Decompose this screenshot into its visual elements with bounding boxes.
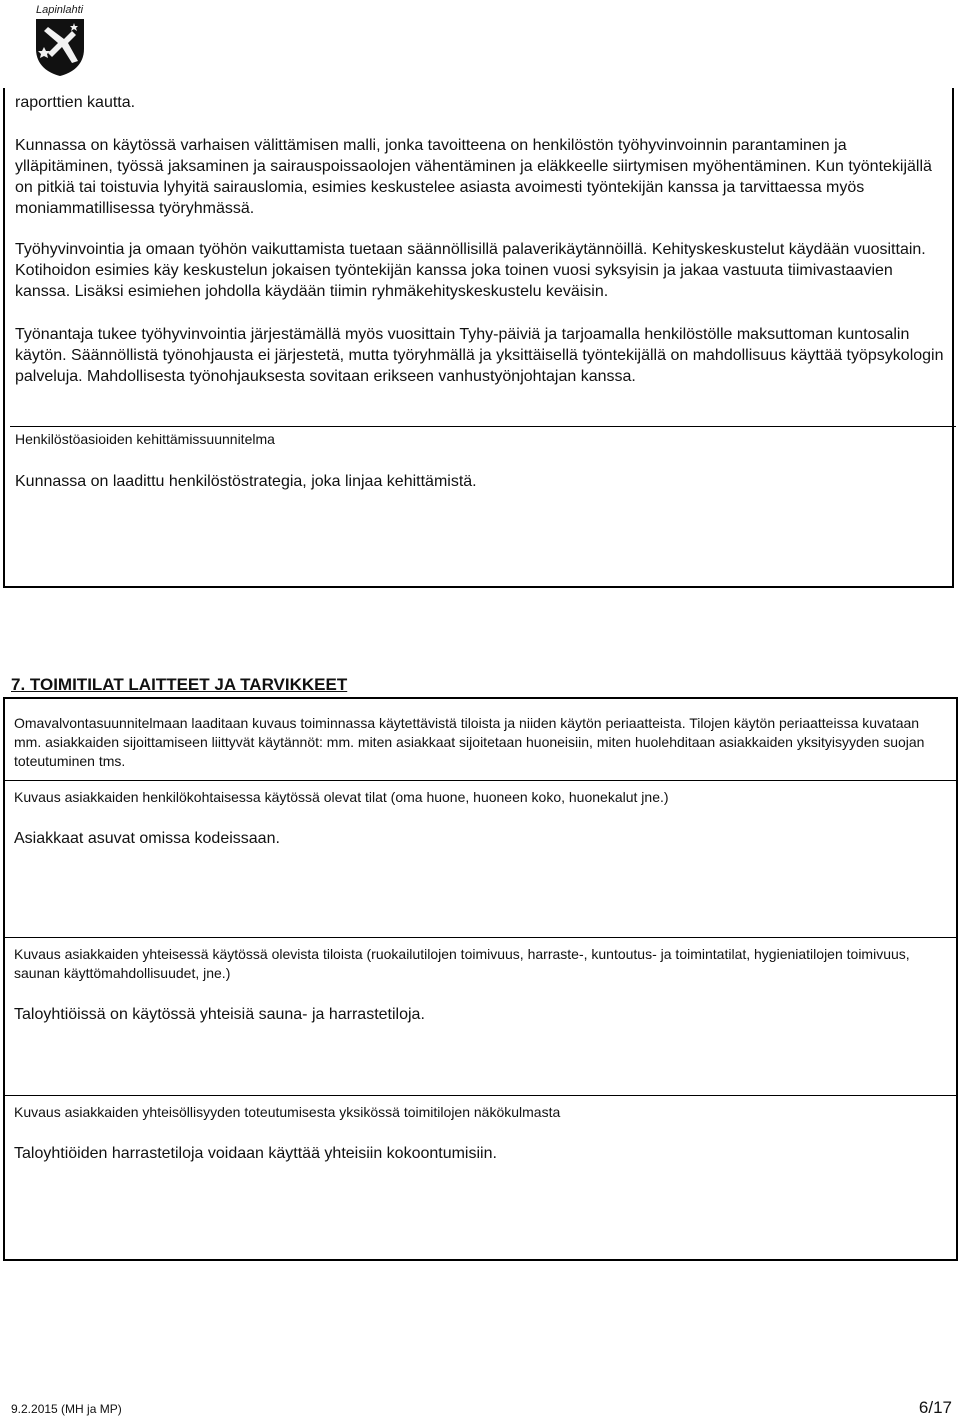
divider [5,1095,956,1096]
staff-wellbeing-box [3,88,954,588]
footer-date: 9.2.2015 (MH ja MP) [11,1402,122,1416]
answer-shared-rooms: Taloyhtiöissä on käytössä yhteisiä sauna- ja harrastetiloja. [14,1006,425,1023]
question-shared-rooms: Kuvaus asiakkaiden yhteisessä käytössä olevista tiloista (ruokailutilojen toimivuus, harraste-, kuntoutus- ja toimintatilat, hygieniatilojen toimivuus, saunan käyttömahdollisuudet, jne.) [14,946,910,981]
coat-of-arms-icon [34,17,86,77]
paragraph-2: Kunnassa on käytössä varhaisen välittämisen malli, jonka tavoitteena on henkilöstön työhyvinvoinnin parantaminen ja ylläpitäminen, työssä jaksaminen ja sairauspoissaolojen vähentäminen ja eläkkeelle siirtymisen myöhentäminen. Kun työntekijällä on pitkiä tai toistuvia lyhyitä sairauslomia, esimies keskustelee asiasta avoimesti työntekijän kanssa ja tarvittaessa myös moniammatillisessa työryhmässä. [15,137,932,217]
page-number: 6/17 [918,1398,952,1417]
logo-text: Lapinlahti [36,4,84,16]
answer-community: Taloyhtiöiden harrastetiloja voidaan käyttää yhteisiin kokoontumisiin. [14,1145,497,1162]
facilities-box [3,697,958,1261]
question-community: Kuvaus asiakkaiden yhteisöllisyyden toteutumisesta yksikössä toimitilojen näkökulmasta [14,1104,561,1120]
paragraph-1: raporttien kautta. [15,94,136,111]
development-plan-label: Henkilöstöasioiden kehittämissuunnitelma [15,431,275,447]
divider [10,426,956,427]
divider [5,937,956,938]
paragraph-4: Työnantaja tukee työhyvinvointia järjestämällä myös vuosittain Tyhy-päiviä ja tarjoamalla henkilöstölle maksuttoman kuntosalin käytön. Säännöllistä työnohjausta ei järjestetä, mutta työryhmällä ja yksittäisellä työntekijällä on mahdollisuus käyttää työpsykologin palveluja. Mahdollisesta työnohjauksesta sovitaan erikseen vanhustyönjohtajan kanssa. [15,326,944,385]
section-title: 7. TOIMITILAT LAITTEET JA TARVIKKEET [11,675,348,694]
section-intro: Omavalvontasuunnitelmaan laaditaan kuvaus toiminnassa käytettävistä tiloista ja niiden käytön periaatteista. Tilojen käytön periaatteissa kuvataan mm. asiakkaiden sijoittamiseen liittyvät käytännöt: mm. miten asiakkaat sijoitetaan huoneisiin, miten huolehditaan asiakkaiden yksityisyyden suojan toteutuminen tms. [14,715,925,769]
development-plan-answer: Kunnassa on laadittu henkilöstöstrategia, joka linjaa kehittämistä. [15,473,477,490]
divider [5,780,956,781]
question-personal-rooms: Kuvaus asiakkaiden henkilökohtaisessa käytössä olevat tilat (oma huone, huoneen koko, huonekalut jne.) [14,789,669,805]
answer-personal-rooms: Asiakkaat asuvat omissa kodeissaan. [14,830,280,847]
municipality-logo [30,2,90,78]
paragraph-3: Työhyvinvointia ja omaan työhön vaikuttamista tuetaan säännöllisillä palaverikäytännöillä. Kehityskeskustelut käydään vuosittain. Kotihoidon esimies käy keskustelun jokaisen työntekijän kanssa joka toinen vuosi syksyisin ja jakaa vastuuta tiimivastaavien kanssa. Lisäksi esimiehen johdolla käydään tiimin ryhmäkehityskeskustelu keväisin. [15,241,926,300]
